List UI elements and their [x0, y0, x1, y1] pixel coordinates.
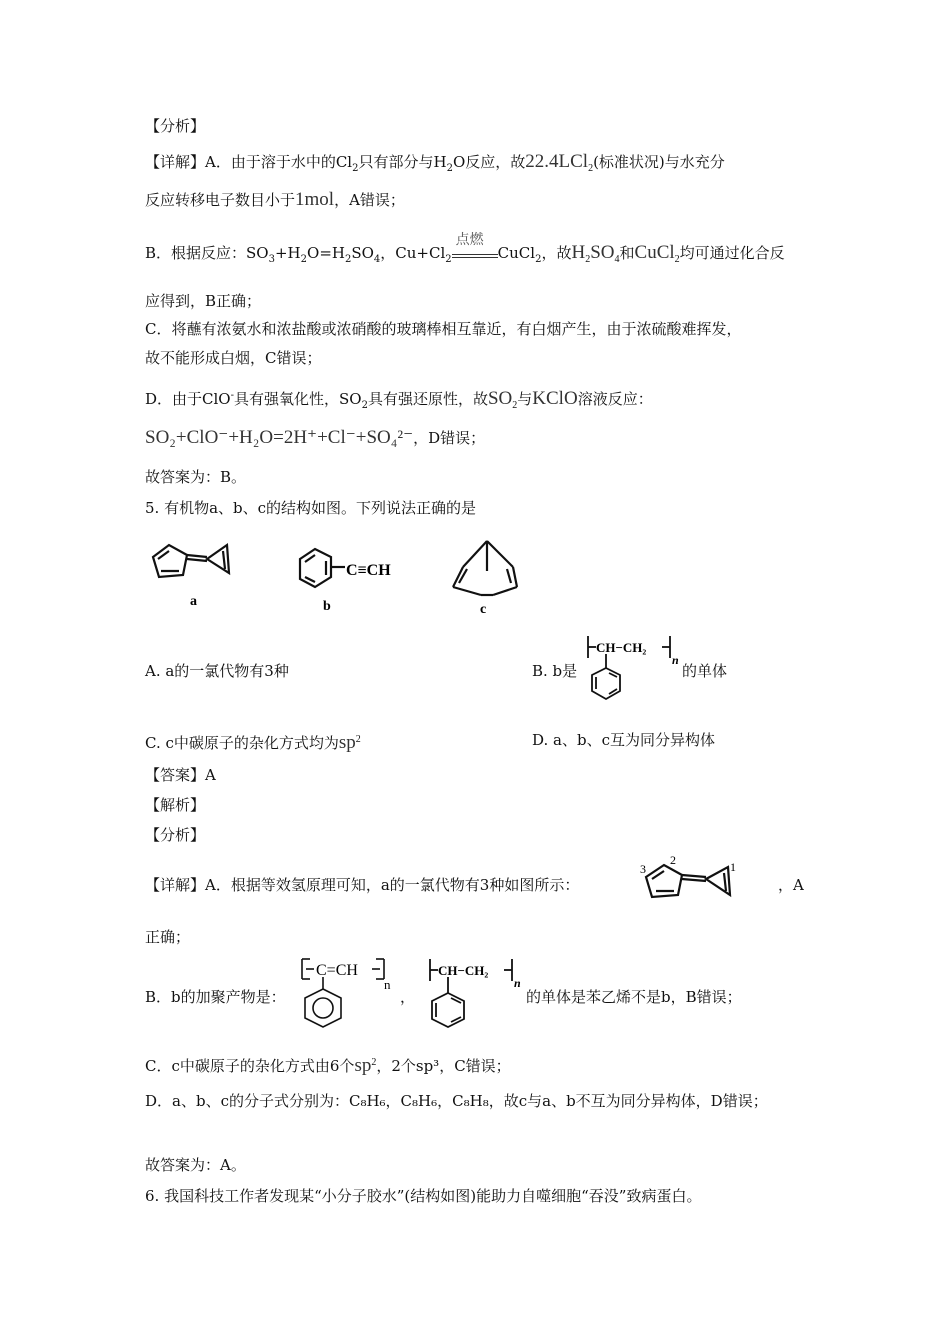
structure-a-numbered — [636, 855, 746, 905]
q4-detail-d: D．由于ClO-具有强氧化性，$SO_2$具有强还原性，故$SO_2$与KClO溶液反应： — [145, 388, 653, 411]
q5-stem: 5. 有机物a、b、c的结构如图。下列说法正确的是 — [145, 499, 477, 517]
structure-c — [453, 541, 517, 595]
q4-detail-b: B．根据反应：$SO_3+H_2O=H_2SO_4$，$Cu+Cl_2$ 点燃 CuCl$_2$，故$H_2SO_4$和CuCl$_2$均可通过化合反 — [145, 232, 785, 265]
q5-option-b-pre: B. b是 — [532, 662, 578, 680]
q5-detail-a-line2: 正确； — [145, 928, 191, 946]
label-a: a — [190, 594, 197, 609]
q5-final-answer: 故答案为：A。 — [145, 1156, 246, 1174]
q5-detail-a-post: ，A — [778, 876, 804, 894]
polymer-text: CH−CH₂ — [596, 640, 647, 655]
q4-detail-c-line2: 故不能形成白烟，C错误； — [145, 349, 322, 367]
q4-answer: 故答案为：B。 — [145, 468, 247, 486]
q5-detail-b-pre: B．b的加聚产物是： — [145, 988, 286, 1006]
q4-detail-c: C．将蘸有浓氨水和浓盐酸或浓硝酸的玻璃棒相互靠近，有白烟产生，由于浓硫酸难挥发， — [145, 320, 742, 338]
poly2-text: C=CH — [316, 962, 358, 979]
polystyrene-n: n — [514, 976, 521, 990]
polyacetylene-structure — [298, 955, 398, 1035]
poly2-n: n — [384, 977, 391, 992]
q4-detail-a: 【详解】A．由于溶于水中的$Cl_2$只有部分与$H_2O$反应，故22.4LCl$_2$(标准状况)与水充分 — [145, 151, 725, 174]
q5-option-b-post: 的单体 — [682, 662, 728, 680]
q5-jiexi: 【解析】 — [145, 796, 206, 814]
polystyrene-structure — [424, 955, 524, 1033]
polystyrene-text: CH−CH₂ — [438, 963, 489, 978]
num-1: 1 — [730, 860, 736, 874]
q5-detail-b-post: 的单体是苯乙烯不是b，B错误； — [526, 988, 742, 1006]
structure-a — [153, 545, 229, 577]
reaction-condition: 点燃 — [452, 248, 498, 258]
q5-detail-d: D．a、b、c的分子式分别为：C₈H₆，C₈H₆，C₈H₈，故c与a、b不互为同分异构体，D错误； — [145, 1092, 768, 1110]
label-b: b — [323, 599, 331, 614]
label-c: c — [480, 602, 487, 617]
q4-equation: SO₂+ClO⁻+H₂O=2H⁺+Cl⁻+SO₄²⁻，D错误； — [145, 427, 486, 448]
num-3: 3 — [640, 862, 646, 876]
num-2: 2 — [670, 855, 676, 867]
q5-detail-b-comma: ， — [400, 988, 416, 1006]
q5-detail-a: 【详解】A．根据等效氢原理可知，a的一氯代物有3种如图所示： — [145, 876, 580, 894]
q5-detail-c: C．c中碳原子的杂化方式由6个$sp^2$，2个sp³，C错误； — [145, 1055, 511, 1076]
q5-option-c: C. c中碳原子的杂化方式均为$sp^2$ — [145, 732, 361, 753]
q5-option-a: A. a的一氯代物有3种 — [145, 662, 289, 680]
structures-abc — [145, 535, 525, 620]
q4-detail-a-line2: 反应转移电子数目小于1mol，A错误； — [145, 189, 405, 210]
structure-b — [300, 549, 345, 587]
q4-analysis: 【分析】 — [145, 117, 206, 135]
polymer-n: n — [672, 653, 679, 667]
q5-option-d: D. a、b、c互为同分异构体 — [532, 731, 715, 749]
b-group-label: C≡CH — [346, 562, 391, 579]
polymer-structure — [582, 632, 682, 706]
q6-stem: 6. 我国科技工作者发现某“小分子胶水”(结构如图)能助力自噬细胞“吞没”致病蛋白。 — [145, 1187, 702, 1205]
q4-detail-b-line2: 应得到，B正确； — [145, 292, 262, 310]
q5-answer: 【答案】A — [145, 766, 216, 784]
q5-fenxi: 【分析】 — [145, 826, 206, 844]
